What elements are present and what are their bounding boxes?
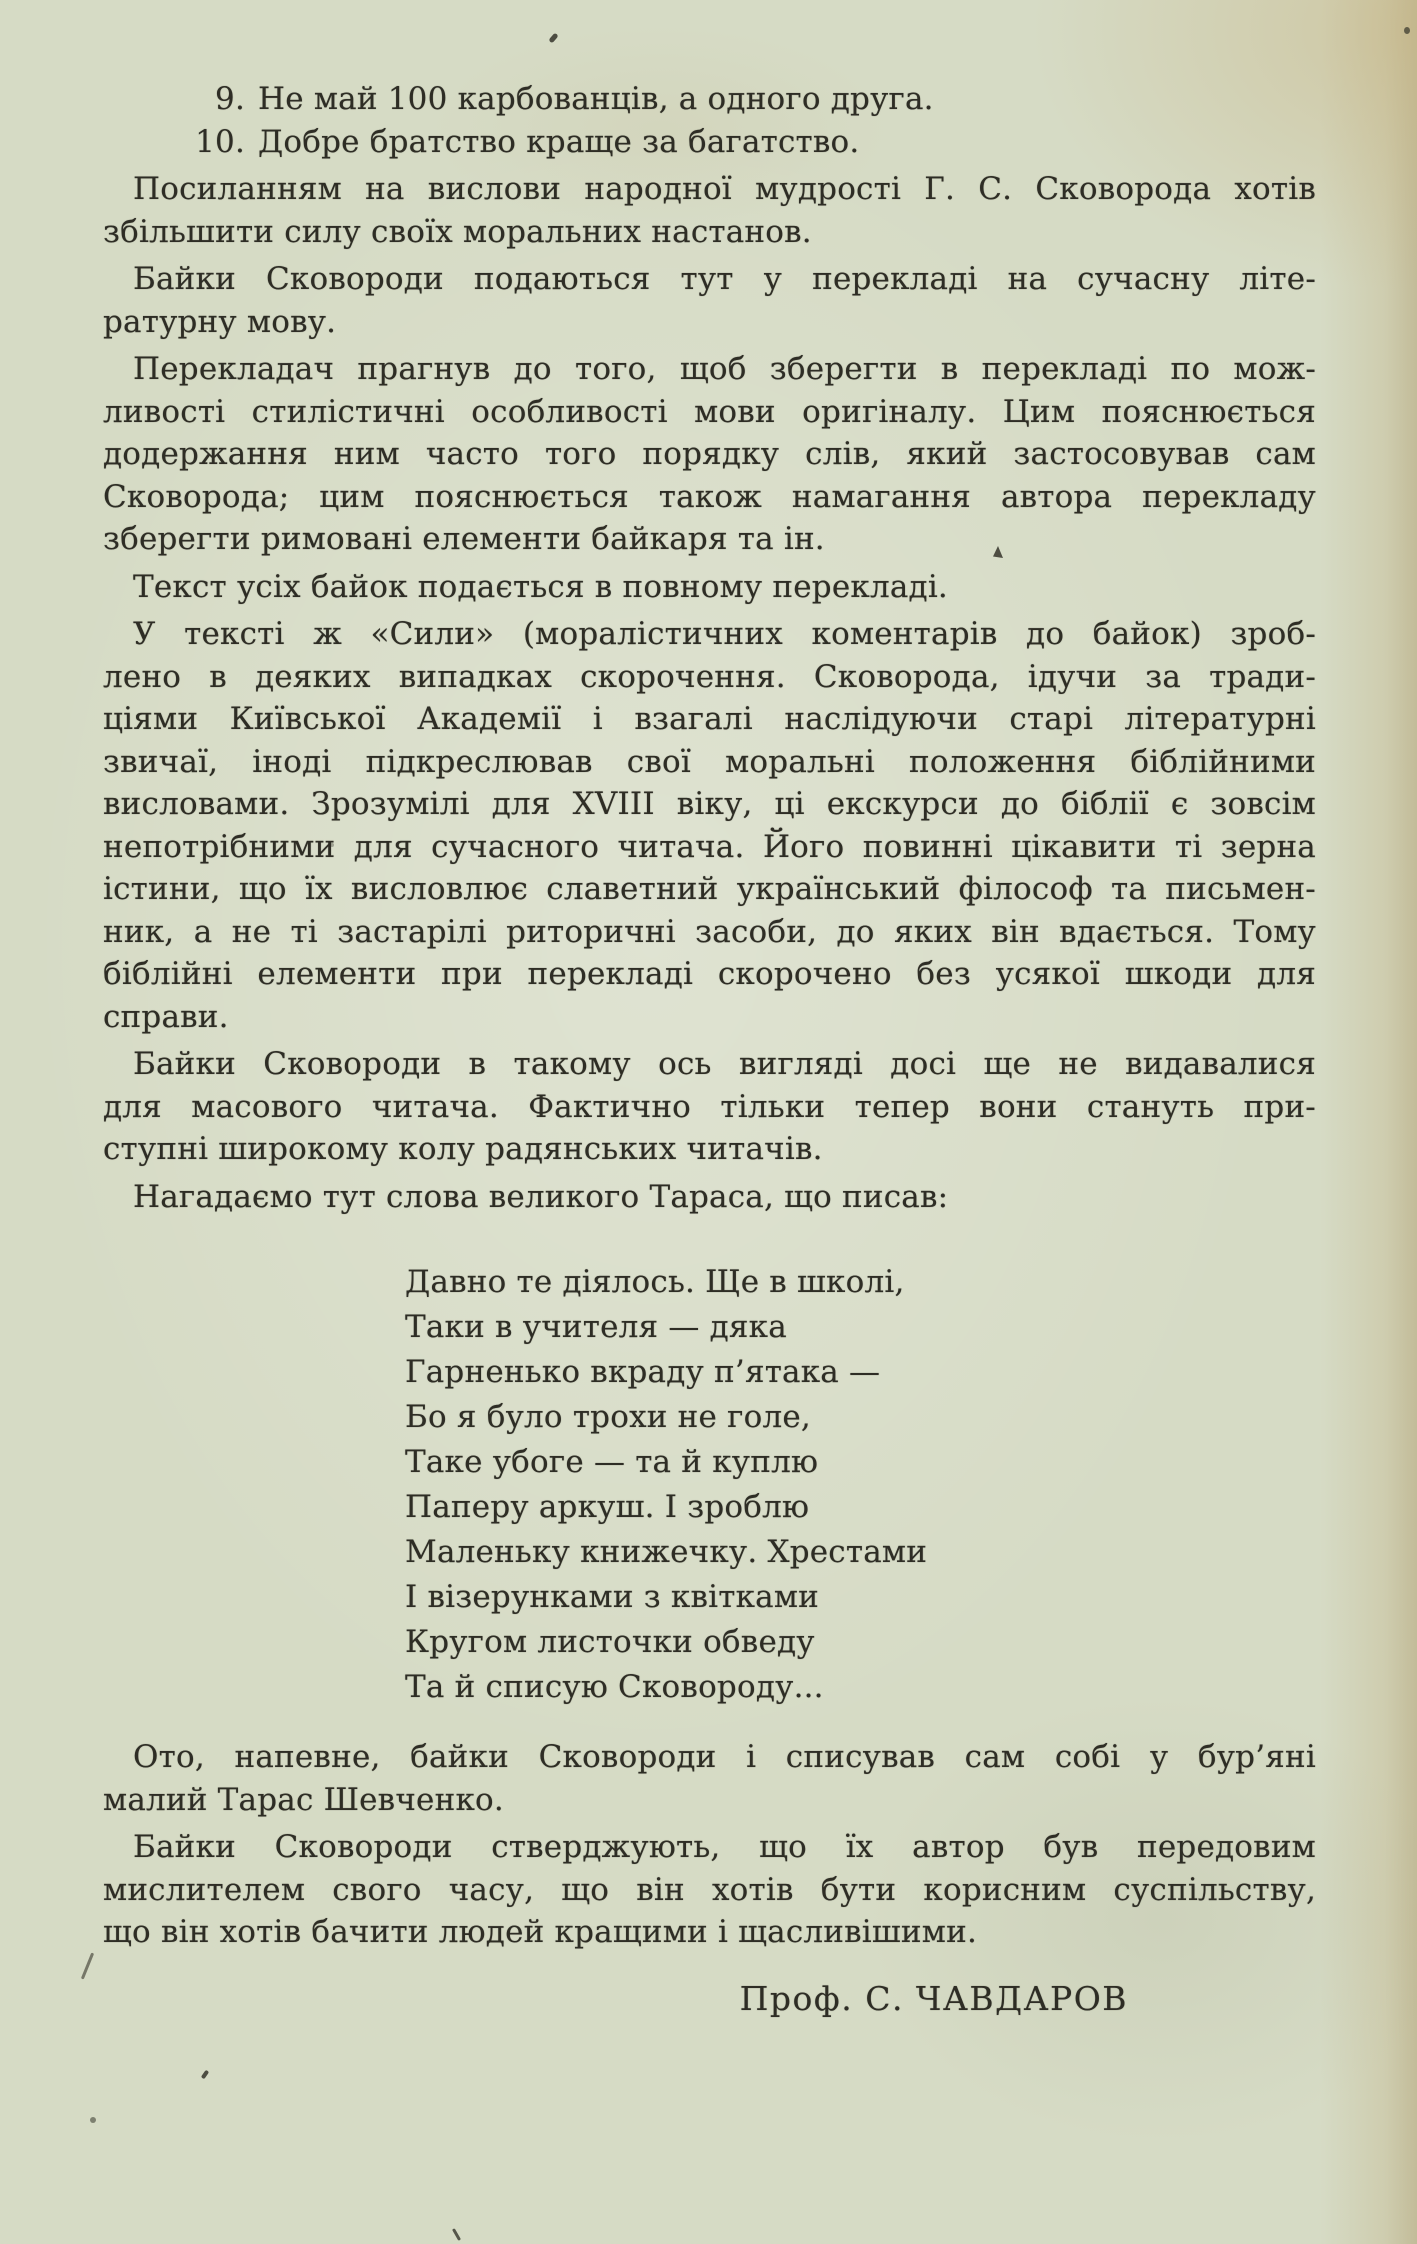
text-line: Нагадаємо тут слова великого Тараса, що писав: [133, 1178, 949, 1215]
paragraph [103, 1736, 1316, 1821]
text-line: непотрібними для сучасного читача. Його повинні цікавити ті зерна [103, 828, 1316, 865]
poem-line: І візерунками з квітками [405, 1579, 820, 1615]
proverb-item [103, 121, 1316, 164]
poem-line: Кругом листочки обведу [405, 1624, 815, 1660]
text-line: зберегти римовані елементи байкаря та ін. [103, 521, 825, 557]
text-line: ступні широкому колу радянських читачів. [103, 1131, 823, 1167]
text-line: істини, що їх висловлює славетний український філософ та письмен- [103, 871, 1316, 907]
text-line: справи. [103, 998, 229, 1035]
paragraph [103, 1043, 1316, 1171]
text-line: мислителем свого часу, що він хотів бути корисним суспільству, [103, 1871, 1316, 1908]
text-line: ливості стилістичні особливості мови оригіналу. Цим пояснюється [103, 393, 1316, 430]
text-line: Ото, напевне, байки Сковороди і списував сам собі у бур’яні [133, 1739, 1316, 1775]
paper-speck [452, 2228, 461, 2241]
text-line: збільшити силу своїх моральних настанов. [103, 213, 812, 250]
poem-line: Давно те діялось. Ще в школі, [405, 1264, 905, 1300]
text-line: що він хотів бачити людей кращими і щасливішими. [103, 1914, 978, 1950]
proverb-item [103, 78, 1316, 121]
text-line: додержання ним часто того порядку слів, який застосовував сам [103, 436, 1316, 472]
text-line: Посиланням на вислови народної мудрості Г. С. Сковорода хотів [133, 171, 1316, 207]
paragraph [103, 168, 1316, 253]
paragraph [103, 258, 1316, 343]
paper-speck [201, 2070, 209, 2080]
paragraph [103, 613, 1316, 1038]
poem-line: Бо я було трохи не голе, [405, 1399, 811, 1435]
poem-line: Паперу аркуш. І зроблю [405, 1489, 810, 1525]
text-line: ціями Київської Академії і взагалі наслідуючи старі літературні [103, 701, 1316, 737]
paper-scratch [81, 1952, 94, 1979]
proverb-number: 9. [215, 81, 245, 117]
poem-line: Та й списую Сковороду... [405, 1669, 824, 1705]
proverb-text: Добре братство краще за багатство. [258, 123, 860, 160]
poem-line: Таки в учителя — дяка [405, 1309, 787, 1345]
paragraph [103, 1826, 1316, 1954]
text-line: ник, а не ті застарілі риторичні засоби, до яких він вдається. Тому [103, 913, 1316, 950]
text-line: Текст усіх байок подається в повному перекладі. [133, 568, 948, 605]
text-line: малий Тарас Шевченко. [103, 1781, 504, 1818]
text-line: ратурну мову. [103, 303, 337, 340]
text-line: Байки Сковороди подаються тут у перекладі на сучасну літе- [133, 261, 1316, 297]
paragraph [103, 566, 1316, 609]
text-line: звичаї, іноді підкреслював свої моральні положення біблійними [103, 743, 1316, 780]
text-line: Байки Сковороди стверджують, що їх автор був передовим [133, 1829, 1316, 1865]
text-line: для масового читача. Фактично тільки тепер вони стануть при- [103, 1088, 1316, 1125]
paper-speck [548, 33, 558, 44]
text-line: Байки Сковороди в такому ось вигляді досі ще не видавалися [133, 1046, 1316, 1082]
paper-speck [90, 2117, 96, 2123]
text-line: Перекладач прагнув до того, щоб зберегти в перекладі по мож- [133, 351, 1316, 387]
poem-block [405, 1260, 1316, 1710]
text-line: лено в деяких випадках скорочення. Сковорода, ідучи за тради- [103, 658, 1316, 695]
paragraph [103, 348, 1316, 561]
text-line: Сковорода; цим пояснюється також намагання автора перекладу [103, 478, 1316, 515]
poem-line: Гарненько вкраду п’ятака — [405, 1354, 881, 1390]
text-line: У тексті ж «Сили» (моралістичних коментарів до байок) зроб- [133, 616, 1316, 652]
text-line: висловами. Зрозумілі для XVIII віку, ці екскурси до біблії є зовсім [103, 786, 1316, 822]
poem-line: Маленьку книжечку. Хрестами [405, 1534, 928, 1570]
signature: Проф. С. ЧАВДАРОВ [739, 1978, 1128, 2018]
page-text-block [103, 78, 1316, 2020]
paper-speck [330, 843, 334, 847]
text-line: біблійні елементи при перекладі скорочено без усякої шкоди для [103, 956, 1316, 992]
poem-line: Таке убоге — та й куплю [405, 1444, 819, 1480]
proverb-number: 10. [195, 123, 245, 160]
paragraph [103, 1176, 1316, 1219]
proverb-text: Не май 100 карбованців, а одного друга. [258, 81, 934, 117]
paper-speck [1404, 27, 1410, 34]
